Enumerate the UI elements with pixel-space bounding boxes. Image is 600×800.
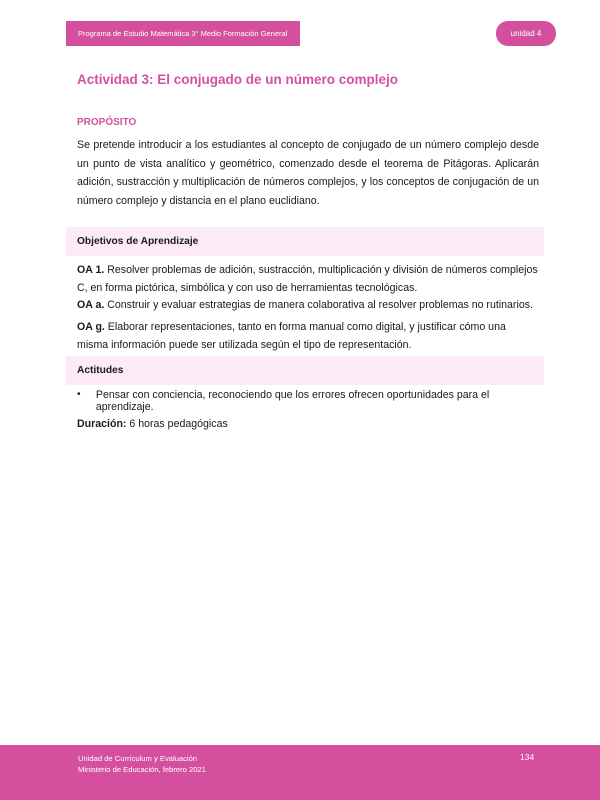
objective-item xyxy=(77,318,539,354)
objective-code: OA a. xyxy=(77,299,105,311)
objective-code: OA 1. xyxy=(77,264,105,276)
page-footer xyxy=(0,745,600,800)
bullet-icon: • xyxy=(77,389,81,400)
activity-title: Actividad 3: El conjugado de un número complejo xyxy=(77,72,399,87)
duration-label: Duración: xyxy=(77,418,127,430)
objective-text: Resolver problemas de adición, sustracción, multiplicación y división de números complejos C, en forma pictórica, simbólica y con uso de herramientas tecnológicas. xyxy=(77,264,538,294)
footer-ministry-text: Ministerio de Educación, febrero 2021 xyxy=(78,765,206,774)
page-number: 134 xyxy=(520,752,535,762)
objective-code: OA g. xyxy=(77,321,105,333)
duration-value: 6 horas pedagógicas xyxy=(126,418,228,430)
attitudes-heading: Actitudes xyxy=(77,365,124,376)
objective-text: Construir y evaluar estrategias de manera colaborativa al resolver problemas no rutinarios. xyxy=(104,299,533,311)
header-program-bar xyxy=(66,21,300,46)
attitude-list-item xyxy=(77,389,547,413)
header-program-text: Programa de Estudio Matemática 3° Medio Formación General xyxy=(78,29,288,38)
purpose-heading: PROPÓSITO xyxy=(77,117,137,128)
objective-text: Elaborar representaciones, tanto en forma manual como digital, y justificar cómo una misma información puede ser utilizada según el tipo de representación. xyxy=(77,321,506,351)
purpose-paragraph: Se pretende introducir a los estudiantes al concepto de conjugado de un número complejo desde un punto de vista analítico y geométrico, comenzado desde el teorema de Pitágoras. Aplicarán adición, sustracción y multiplicación de números complejos, y los conceptos de conjugación de un número complejo y distancia en el plano euclidiano. xyxy=(77,139,539,207)
attitudes-heading-band xyxy=(66,356,544,385)
objectives-heading-band xyxy=(66,227,544,256)
objectives-heading: Objetivos de Aprendizaje xyxy=(77,236,199,247)
unit-badge xyxy=(496,21,556,46)
unit-label: unidad 4 xyxy=(510,29,542,38)
objective-item xyxy=(77,261,539,297)
objective-item xyxy=(77,296,539,314)
duration-line xyxy=(77,418,228,430)
attitude-text: Pensar con conciencia, reconociendo que los errores ofrecen oportunidades para el aprendizaje. xyxy=(95,389,490,413)
footer-unit-text: Unidad de Currículum y Evaluación xyxy=(78,754,198,763)
